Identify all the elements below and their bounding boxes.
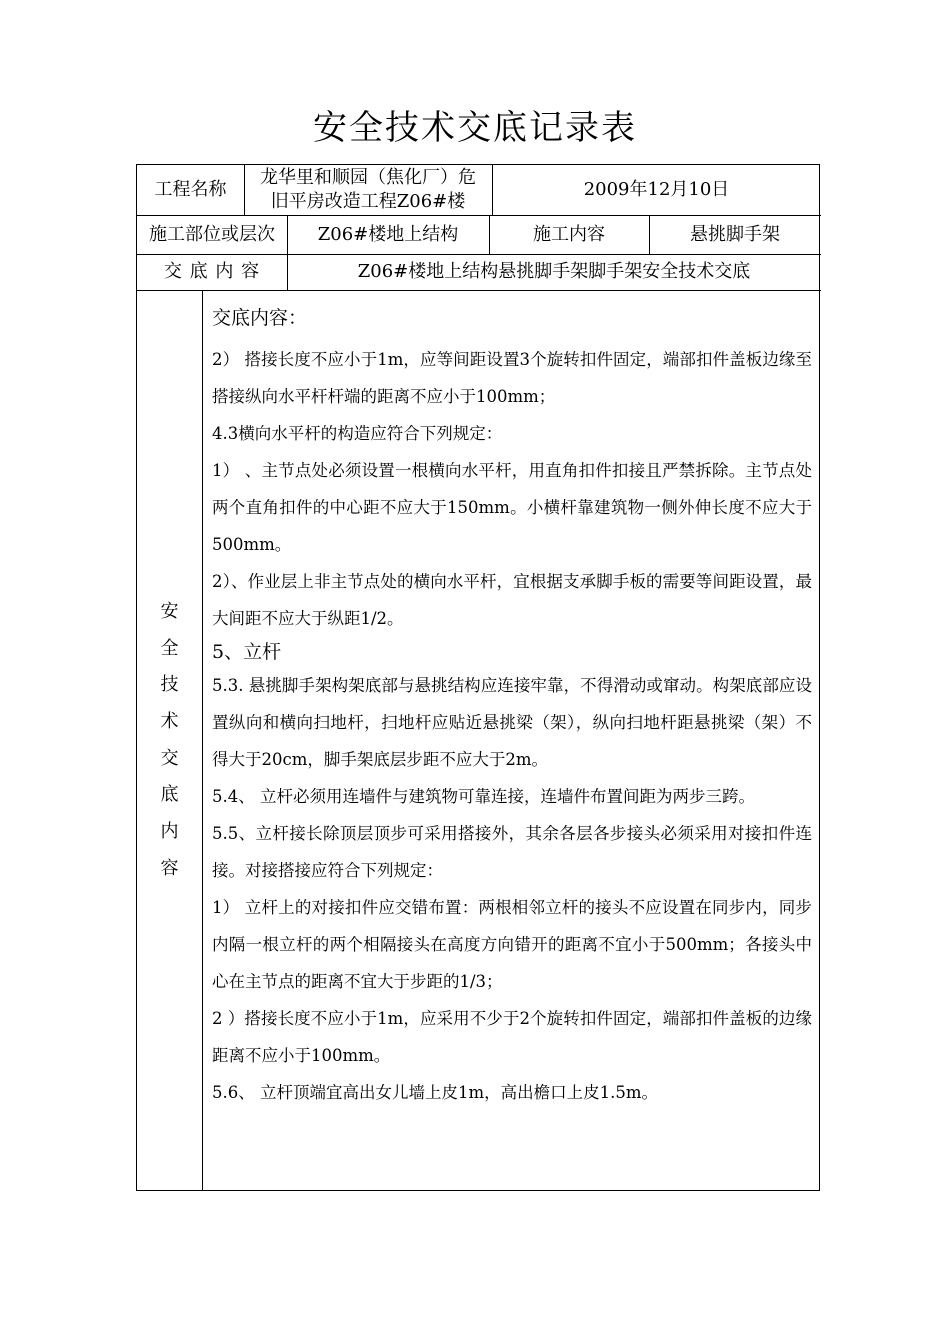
content-lead: 交底内容： xyxy=(212,307,308,329)
location-label: 施工部位或层次 xyxy=(149,223,275,245)
content-paragraph: 5.5、立杆接长除顶层顶步可采用搭接外，其余各层各步接头必须采用对接扣件连接。对接搭接应符合下列规定： xyxy=(212,824,812,880)
content-paragraph: 5.4、 立杆必须用连墙件与建筑物可靠连接，连墙件布置间距为两步三跨。 xyxy=(212,787,755,806)
content-paragraph: 2 ）搭接长度不应小于1m，应采用不少于2个旋转扣件固定，端部扣件盖板的边缘距离不应小于100mm。 xyxy=(212,1009,812,1065)
col-divider xyxy=(202,290,203,1190)
date-value: 2009年12月10日 xyxy=(583,179,730,200)
document-title: 安全技术交底记录表 xyxy=(313,108,637,148)
side-char: 技 xyxy=(160,674,179,696)
work-label: 施工内容 xyxy=(533,223,605,245)
content-paragraph: 4.3横向水平杆的构造应符合下列规定： xyxy=(212,424,503,443)
section-heading: 5、立杆 xyxy=(212,641,282,663)
project-label: 工程名称 xyxy=(154,179,227,200)
side-char: 交 xyxy=(160,747,179,769)
side-char: 安 xyxy=(160,600,179,622)
subject-value: Z06#楼地上结构悬挑脚手架脚手架安全技术交底 xyxy=(357,261,751,282)
content-paragraph: 5.6、 立杆顶端宜高出女儿墙上皮1m，高出檐口上皮1.5m。 xyxy=(212,1083,659,1102)
content-paragraph: 2） 搭接长度不应小于1m，应等间距设置3个旋转扣件固定，端部扣件盖板边缘至搭接纵向水平杆杆端的距离不应小于100mm； xyxy=(212,350,812,406)
side-char: 全 xyxy=(160,637,179,659)
content-paragraph: 5.3. 悬挑脚手架构架底部与悬挑结构应连接牢靠，不得滑动或窜动。构架底部应设置纵向和横向扫地杆，扫地杆应贴近悬挑梁（架），纵向扫地杆距悬挑梁（架）不得大于20cm，脚手架底层步距不应大于2m。 xyxy=(212,676,812,769)
content-paragraph: 2）、作业层上非主节点处的横向水平杆，宜根据支承脚手板的需要等间距设置，最大间距不应大于纵距1/2。 xyxy=(212,572,812,628)
side-label xyxy=(137,290,202,1190)
row-divider xyxy=(137,290,821,291)
project-name xyxy=(244,165,492,215)
side-char: 底 xyxy=(160,784,179,806)
work-value: 悬挑脚手架 xyxy=(690,223,780,245)
content-paragraph: 1） 、主节点处必须设置一根横向水平杆，用直角扣件扣接且严禁拆除。主节点处两个直角扣件的中心距不应大于150mm。小横杆靠建筑物一侧外伸长度不应大于500mm。 xyxy=(212,461,812,554)
location-value: Z06#楼地上结构 xyxy=(317,223,459,245)
record-table xyxy=(136,164,820,1191)
side-char: 容 xyxy=(160,857,179,879)
project-name-line1: 龙华里和顺园（焦化厂）危 xyxy=(260,167,476,188)
content-body xyxy=(212,297,812,1111)
project-name-line2: 旧平房改造工程Z06#楼 xyxy=(270,191,466,212)
side-char: 术 xyxy=(160,710,179,732)
side-char: 内 xyxy=(160,820,179,842)
content-paragraph: 1） 立杆上的对接扣件应交错布置：两根相邻立杆的接头不应设置在同步内，同步内隔一根立杆的两个相隔接头在高度方向错开的距离不宜小于500mm；各接头中心在主节点的距离不宜大于步距的1/3； xyxy=(212,898,812,991)
subject-label: 交 底 内 容 xyxy=(163,261,261,282)
